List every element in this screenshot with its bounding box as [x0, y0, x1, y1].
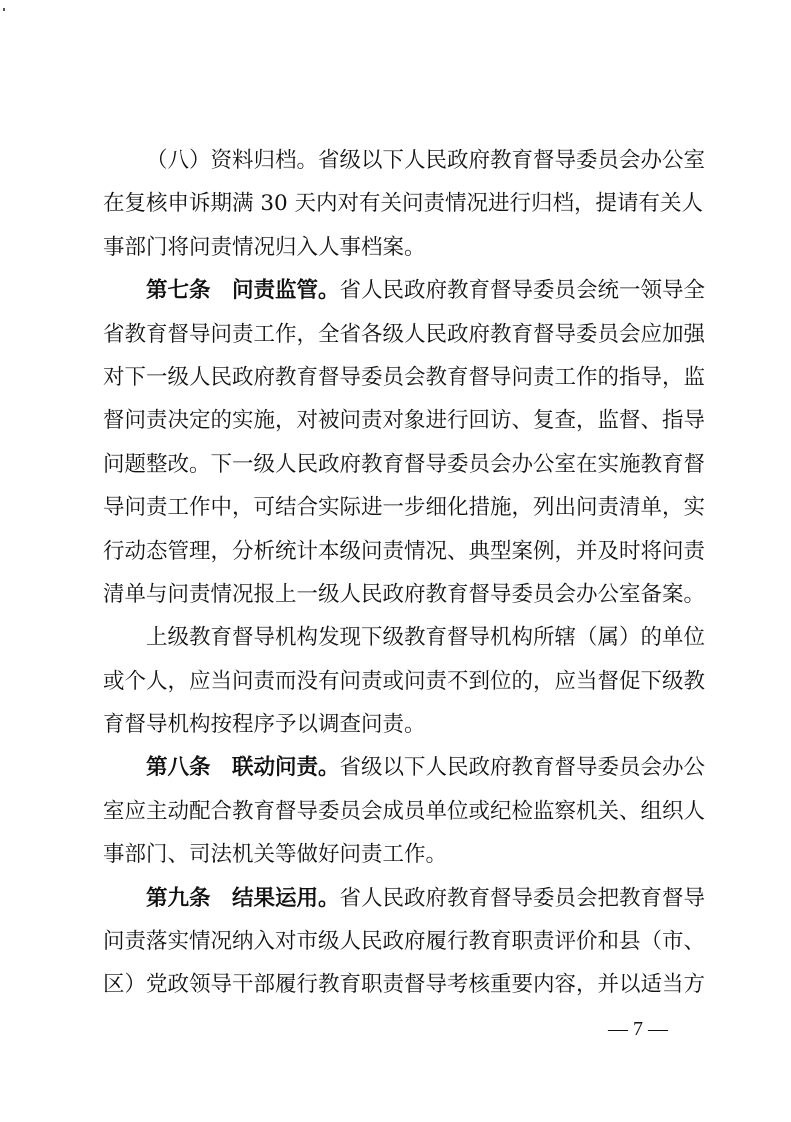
line-text: 省人民政府教育督导委员会统一领导全: [339, 278, 706, 304]
text-line: 督问责决定的实施，对被问责对象进行回访、复查，监督、指导: [103, 408, 706, 434]
text-line: 或个人，应当问责而没有问责或问责不到位的，应当督促下级教: [103, 668, 706, 694]
scan-mark: [3, 8, 5, 11]
paragraph-superior-supervision: [103, 616, 706, 746]
text-line: 事部门、司法机关等做好问责工作。: [103, 842, 448, 868]
text-line: 问责落实情况纳入对市级人民政府履行教育职责评价和县（市、: [103, 929, 706, 955]
text-line: [103, 877, 706, 920]
page-number: — 7 —: [608, 1018, 668, 1040]
text-line: 上级教育督导机构发现下级教育督导机构所辖（属）的单位: [146, 625, 706, 651]
paragraph-article-9: [103, 877, 706, 1007]
text-line: 事部门将问责情况归入人事档案。: [103, 234, 426, 260]
paragraph-article-8: [103, 746, 706, 876]
text-line: 省教育督导问责工作，全省各级人民政府教育督导委员会应加强: [103, 321, 706, 347]
article-heading: 第九条 结果运用。: [146, 885, 340, 911]
text-line: [103, 746, 706, 789]
text-line: 行动态管理，分析统计本级问责情况、典型案例，并及时将问责: [103, 538, 706, 564]
line-text: 省级以下人民政府教育督导委员会办公: [339, 755, 706, 781]
article-heading: 第七条 问责监管。: [146, 278, 340, 304]
text-line: [103, 269, 706, 312]
article-heading: 第八条 联动问责。: [146, 755, 340, 781]
text-line: 导问责工作中，可结合实际进一步细化措施，列出问责清单，实: [103, 495, 706, 521]
paragraph-article-7: [103, 269, 706, 616]
document-body: [103, 139, 706, 1007]
paragraph-archiving: [103, 139, 706, 269]
text-line: 在复核申诉期满 30 天内对有关问责情况进行归档，提请有关人: [103, 191, 704, 217]
line-text: 省人民政府教育督导委员会把教育督导: [339, 885, 706, 911]
text-line: 问题整改。下一级人民政府教育督导委员会办公室在实施教育督: [103, 451, 706, 477]
text-line: 室应主动配合教育督导委员会成员单位或纪检监察机关、组织人: [103, 798, 706, 824]
text-line: （八）资料归档。省级以下人民政府教育督导委员会办公室: [146, 148, 706, 173]
text-line: 对下一级人民政府教育督导委员会教育督导问责工作的指导，监: [103, 364, 706, 390]
text-line: 育督导机构按程序予以调查问责。: [103, 712, 426, 738]
text-line: 区）党政领导干部履行教育职责督导考核重要内容，并以适当方: [103, 972, 706, 998]
text-line: 清单与问责情况报上一级人民政府教育督导委员会办公室备案。: [103, 581, 706, 607]
